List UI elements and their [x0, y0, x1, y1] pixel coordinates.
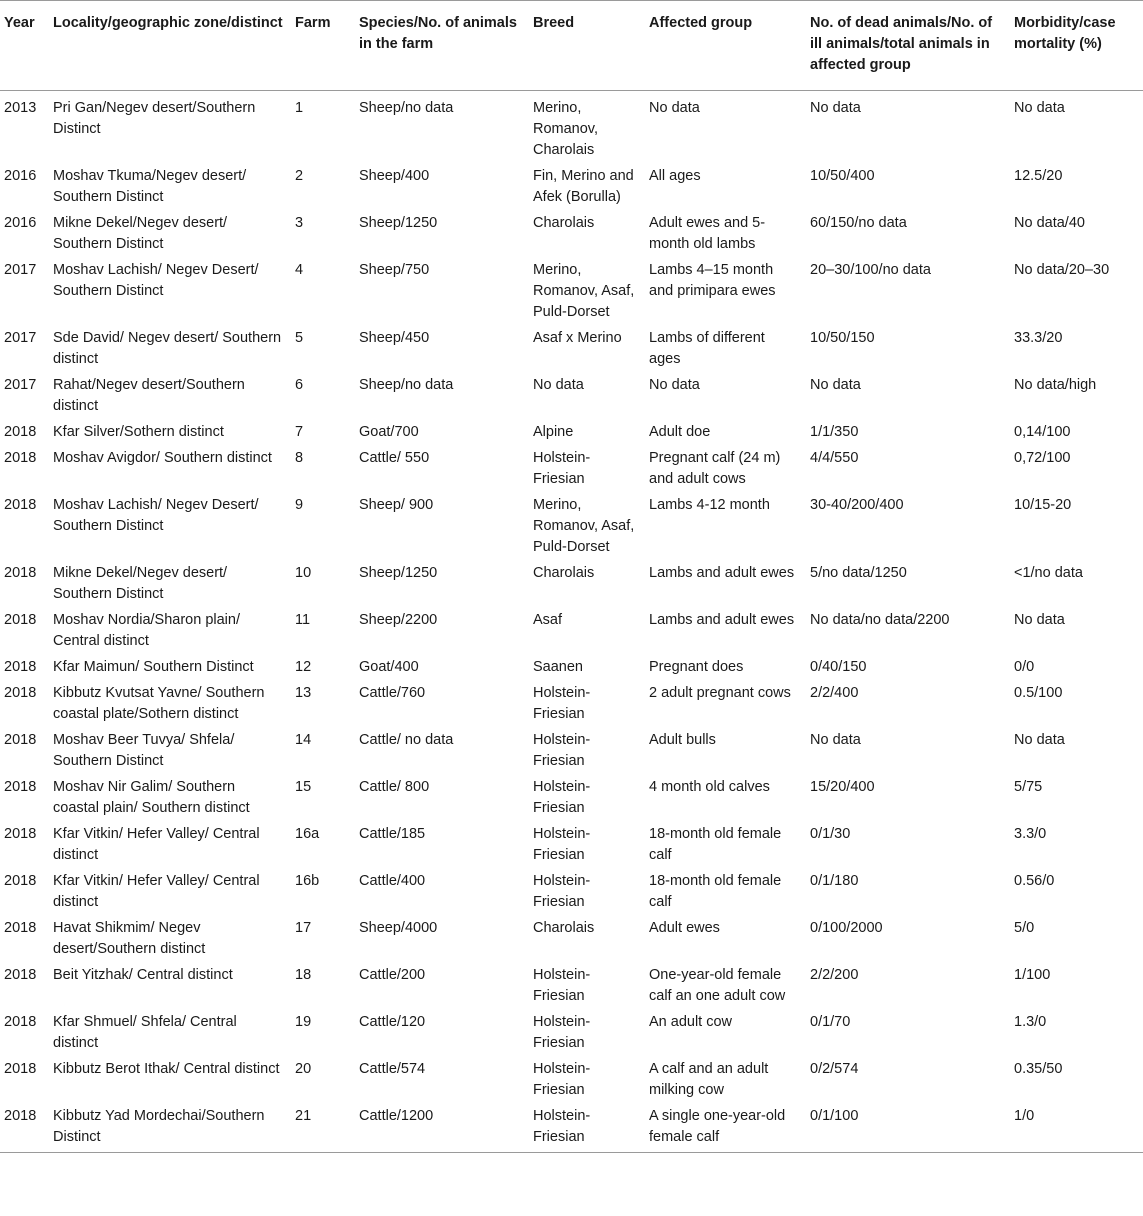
table-row — [0, 1008, 1143, 1055]
cell-morbidity: No data — [1014, 100, 1065, 116]
header-breed: Breed — [529, 1, 645, 91]
cell-year: 2017 — [4, 330, 37, 346]
table-row — [0, 726, 1143, 773]
cell-farm: 15 — [295, 779, 312, 795]
cell-dead-ill-total: No data — [810, 377, 861, 393]
cell-farm: 8 — [295, 450, 304, 466]
table-row — [0, 324, 1143, 371]
cell-farm: 1 — [295, 100, 304, 116]
cell-affected-group: Lambs 4-12 month — [649, 497, 770, 513]
cell-affected-group: One-year-old female calf an one adult cow — [649, 967, 786, 1004]
cell-breed: Holstein-Friesian — [533, 732, 591, 769]
cell-dead-ill-total: 0/1/180 — [810, 873, 859, 889]
table-row — [0, 418, 1143, 444]
cell-breed: Fin, Merino and Afek (Borulla) — [533, 168, 634, 205]
cell-year: 2018 — [4, 450, 37, 466]
cell-morbidity: 5/75 — [1014, 779, 1043, 795]
cell-farm: 13 — [295, 685, 312, 701]
cell-farm: 16a — [295, 826, 320, 842]
cell-morbidity: 10/15-20 — [1014, 497, 1072, 513]
cell-species: Sheep/450 — [359, 330, 430, 346]
cell-locality: Kibbutz Kvutsat Yavne/ Southern coastal plate/Sothern distinct — [53, 685, 265, 722]
cell-year: 2018 — [4, 424, 37, 440]
cell-locality: Moshav Nordia/Sharon plain/ Central distinct — [53, 612, 240, 649]
cell-locality: Sde David/ Negev desert/ Southern distinct — [53, 330, 282, 367]
cell-affected-group: 4 month old calves — [649, 779, 770, 795]
table-row — [0, 606, 1143, 653]
cell-species: Sheep/ 900 — [359, 497, 434, 513]
cell-locality: Moshav Beer Tuvya/ Shfela/ Southern Distinct — [53, 732, 235, 769]
table-row — [0, 371, 1143, 418]
cell-species: Sheep/400 — [359, 168, 430, 184]
cell-dead-ill-total: 0/1/70 — [810, 1014, 851, 1030]
cell-farm: 3 — [295, 215, 304, 231]
cell-morbidity: No data — [1014, 612, 1065, 628]
table-row — [0, 1055, 1143, 1102]
cell-affected-group: Lambs and adult ewes — [649, 612, 795, 628]
cell-species: Cattle/ no data — [359, 732, 454, 748]
cell-year: 2018 — [4, 612, 37, 628]
cell-locality: Rahat/Negev desert/Southern distinct — [53, 377, 245, 414]
header-farm: Farm — [291, 1, 355, 91]
header-morbidity: Morbidity/case mortality (%) — [1010, 1, 1143, 91]
cell-locality: Beit Yitzhak/ Central distinct — [53, 967, 233, 983]
cell-year: 2017 — [4, 262, 37, 278]
cell-breed: Charolais — [533, 215, 595, 231]
cell-year: 2018 — [4, 565, 37, 581]
cell-affected-group: Lambs of different ages — [649, 330, 765, 367]
cell-locality: Moshav Tkuma/Negev desert/ Southern Distinct — [53, 168, 247, 205]
cell-affected-group: Pregnant calf (24 m) and adult cows — [649, 450, 781, 487]
cell-affected-group: Adult ewes and 5-month old lambs — [649, 215, 766, 252]
cell-species: Goat/400 — [359, 659, 419, 675]
cell-year: 2018 — [4, 779, 37, 795]
header-species: Species/No. of animals in the farm — [355, 1, 529, 91]
cell-species: Sheep/no data — [359, 100, 454, 116]
cell-dead-ill-total: 20–30/100/no data — [810, 262, 931, 278]
cell-locality: Moshav Avigdor/ Southern distinct — [53, 450, 272, 466]
cell-locality: Moshav Lachish/ Negev Desert/ Southern Distinct — [53, 262, 259, 299]
cell-affected-group: Lambs and adult ewes — [649, 565, 795, 581]
cell-farm: 12 — [295, 659, 312, 675]
cell-locality: Kfar Silver/Sothern distinct — [53, 424, 224, 440]
table-row — [0, 256, 1143, 324]
header-dead-ill-total: No. of dead animals/No. of ill animals/total animals in affected group — [806, 1, 1010, 91]
cell-species: Cattle/ 800 — [359, 779, 430, 795]
cell-farm: 20 — [295, 1061, 312, 1077]
cell-dead-ill-total: 4/4/550 — [810, 450, 859, 466]
cell-dead-ill-total: 0/40/150 — [810, 659, 867, 675]
header-affected-group: Affected group — [645, 1, 806, 91]
cell-morbidity: 0,72/100 — [1014, 450, 1071, 466]
cell-locality: Kibbutz Yad Mordechai/Southern Distinct — [49, 1102, 291, 1153]
cell-breed: Saanen — [533, 659, 583, 675]
cell-species: Sheep/1250 — [359, 565, 438, 581]
cell-affected-group: Adult bulls — [649, 732, 716, 748]
table-header — [0, 1, 1143, 91]
cell-morbidity: No data/high — [1014, 377, 1097, 393]
cell-affected-group: 18-month old female calf — [649, 873, 782, 910]
cell-year: 2018 — [4, 967, 37, 983]
cell-dead-ill-total: No data/no data/2200 — [810, 612, 950, 628]
table-row — [0, 679, 1143, 726]
cell-breed: Merino, Romanov, Asaf, Puld-Dorset — [533, 262, 635, 320]
cell-species: Sheep/750 — [359, 262, 430, 278]
cell-farm: 7 — [295, 424, 304, 440]
cell-locality: Moshav Nir Galim/ Southern coastal plain/ Southern distinct — [53, 779, 250, 816]
cell-affected-group: 2 adult pregnant cows — [649, 685, 791, 701]
cell-affected-group: All ages — [649, 168, 701, 184]
cell-farm: 19 — [295, 1014, 312, 1030]
cell-dead-ill-total: 2/2/400 — [810, 685, 859, 701]
cell-morbidity: 1.3/0 — [1014, 1014, 1047, 1030]
cell-year: 2013 — [4, 100, 37, 116]
cell-breed: Merino, Romanov, Charolais — [533, 100, 599, 158]
table-row — [0, 773, 1143, 820]
header-locality: Locality/geographic zone/distinct — [49, 1, 291, 91]
cell-species: Cattle/200 — [359, 967, 426, 983]
cell-farm: 2 — [295, 168, 304, 184]
cell-breed: Holstein-Friesian — [533, 1061, 591, 1098]
cell-farm: 5 — [295, 330, 304, 346]
cell-affected-group: No data — [649, 377, 700, 393]
table-row — [0, 961, 1143, 1008]
cell-morbidity: 12.5/20 — [1014, 168, 1063, 184]
cell-locality: Pri Gan/Negev desert/Southern Distinct — [53, 100, 256, 137]
cell-dead-ill-total: 10/50/400 — [810, 168, 875, 184]
table-row — [0, 820, 1143, 867]
cell-farm: 14 — [295, 732, 312, 748]
cell-breed: Holstein-Friesian — [533, 873, 591, 910]
cell-dead-ill-total: No data — [810, 732, 861, 748]
cell-breed: Holstein-Friesian — [529, 1102, 645, 1153]
cell-year: 2017 — [4, 377, 37, 393]
cell-breed: Holstein-Friesian — [533, 779, 591, 816]
cell-species: Goat/700 — [359, 424, 419, 440]
cell-morbidity: 0.5/100 — [1014, 685, 1063, 701]
cell-locality: Kfar Vitkin/ Hefer Valley/ Central distinct — [53, 826, 260, 863]
cell-breed: Asaf — [533, 612, 563, 628]
cell-affected-group: A single one-year-old female calf — [645, 1102, 806, 1153]
cell-morbidity: 33.3/20 — [1014, 330, 1063, 346]
cell-species: Cattle/1200 — [355, 1102, 529, 1153]
cell-breed: No data — [533, 377, 584, 393]
cell-affected-group: No data — [649, 100, 700, 116]
cell-breed: Alpine — [533, 424, 574, 440]
cell-breed: Merino, Romanov, Asaf, Puld-Dorset — [533, 497, 635, 555]
cell-breed: Holstein-Friesian — [533, 1014, 591, 1051]
cell-affected-group: Lambs 4–15 month and primipara ewes — [649, 262, 776, 299]
cell-farm: 18 — [295, 967, 312, 983]
cell-breed: Charolais — [533, 565, 595, 581]
cell-species: Cattle/574 — [359, 1061, 426, 1077]
cell-morbidity: No data — [1014, 732, 1065, 748]
cell-locality: Kfar Shmuel/ Shfela/ Central distinct — [53, 1014, 237, 1051]
cell-year: 2018 — [4, 826, 37, 842]
table-row — [0, 1102, 1143, 1153]
cell-dead-ill-total: 10/50/150 — [810, 330, 875, 346]
cell-year: 2018 — [4, 1014, 37, 1030]
cell-farm: 16b — [295, 873, 320, 889]
cell-farm: 21 — [291, 1102, 355, 1153]
cell-dead-ill-total: 60/150/no data — [810, 215, 907, 231]
cell-species: Cattle/ 550 — [359, 450, 430, 466]
table-row — [0, 209, 1143, 256]
cell-morbidity: 5/0 — [1014, 920, 1035, 936]
cell-morbidity: 0,14/100 — [1014, 424, 1071, 440]
cell-morbidity: 1/0 — [1010, 1102, 1143, 1153]
cell-dead-ill-total: No data — [810, 100, 861, 116]
table-row — [0, 91, 1143, 163]
header-year: Year — [0, 1, 49, 91]
cell-dead-ill-total: 2/2/200 — [810, 967, 859, 983]
cell-year: 2018 — [4, 920, 37, 936]
cell-species: Sheep/1250 — [359, 215, 438, 231]
cell-dead-ill-total: 0/2/574 — [810, 1061, 859, 1077]
cell-morbidity: No data/20–30 — [1014, 262, 1110, 278]
cell-affected-group: Adult ewes — [649, 920, 720, 936]
cell-year: 2016 — [4, 168, 37, 184]
cell-year: 2018 — [0, 1102, 49, 1153]
cell-morbidity: No data/40 — [1014, 215, 1085, 231]
cell-breed: Holstein-Friesian — [533, 967, 591, 1004]
table-row — [0, 491, 1143, 559]
cell-species: Sheep/no data — [359, 377, 454, 393]
cell-year: 2018 — [4, 685, 37, 701]
cell-locality: Mikne Dekel/Negev desert/ Southern Distinct — [53, 215, 228, 252]
cell-morbidity: 1/100 — [1014, 967, 1051, 983]
cell-year: 2018 — [4, 873, 37, 889]
cell-morbidity: 0.56/0 — [1014, 873, 1055, 889]
cell-year: 2018 — [4, 659, 37, 675]
cell-breed: Asaf x Merino — [533, 330, 622, 346]
table-row — [0, 653, 1143, 679]
cell-locality: Moshav Lachish/ Negev Desert/ Southern Distinct — [53, 497, 259, 534]
cell-locality: Kfar Vitkin/ Hefer Valley/ Central distinct — [53, 873, 260, 910]
table-body — [0, 91, 1143, 1153]
cell-breed: Holstein-Friesian — [533, 685, 591, 722]
cell-affected-group: An adult cow — [649, 1014, 733, 1030]
cell-year: 2018 — [4, 732, 37, 748]
table-row — [0, 444, 1143, 491]
cell-species: Cattle/120 — [359, 1014, 426, 1030]
cell-species: Sheep/2200 — [359, 612, 438, 628]
table-row — [0, 162, 1143, 209]
cell-farm: 6 — [295, 377, 304, 393]
cell-year: 2018 — [4, 1061, 37, 1077]
cell-morbidity: 3.3/0 — [1014, 826, 1047, 842]
cell-breed: Charolais — [533, 920, 595, 936]
cell-dead-ill-total: 0/1/30 — [810, 826, 851, 842]
cell-year: 2016 — [4, 215, 37, 231]
cell-affected-group: A calf and an adult milking cow — [649, 1061, 769, 1098]
header-row — [0, 1, 1143, 91]
cell-morbidity: 0/0 — [1014, 659, 1035, 675]
cell-locality: Kfar Maimun/ Southern Distinct — [53, 659, 254, 675]
cell-farm: 10 — [295, 565, 312, 581]
cell-breed: Holstein-Friesian — [533, 450, 591, 487]
cell-species: Cattle/185 — [359, 826, 426, 842]
cell-affected-group: 18-month old female calf — [649, 826, 782, 863]
cell-species: Sheep/4000 — [359, 920, 438, 936]
cell-species: Cattle/760 — [359, 685, 426, 701]
cell-morbidity: <1/no data — [1014, 565, 1083, 581]
cell-dead-ill-total: 1/1/350 — [810, 424, 859, 440]
cell-affected-group: Adult doe — [649, 424, 711, 440]
table-row — [0, 914, 1143, 961]
cell-farm: 17 — [295, 920, 312, 936]
cell-dead-ill-total: 30-40/200/400 — [810, 497, 904, 513]
cell-farm: 11 — [295, 612, 311, 628]
table-row — [0, 559, 1143, 606]
cell-breed: Holstein-Friesian — [533, 826, 591, 863]
cell-farm: 9 — [295, 497, 304, 513]
cell-year: 2018 — [4, 497, 37, 513]
cell-affected-group: Pregnant does — [649, 659, 744, 675]
cell-dead-ill-total: 5/no data/1250 — [810, 565, 907, 581]
cell-farm: 4 — [295, 262, 304, 278]
cell-morbidity: 0.35/50 — [1014, 1061, 1063, 1077]
cell-locality: Mikne Dekel/Negev desert/ Southern Distinct — [53, 565, 228, 602]
cell-dead-ill-total: 0/100/2000 — [810, 920, 883, 936]
cell-locality: Havat Shikmim/ Negev desert/Southern distinct — [53, 920, 206, 957]
cell-species: Cattle/400 — [359, 873, 426, 889]
table-row — [0, 867, 1143, 914]
cell-dead-ill-total: 15/20/400 — [810, 779, 875, 795]
cell-dead-ill-total: 0/1/100 — [806, 1102, 1010, 1153]
cell-locality: Kibbutz Berot Ithak/ Central distinct — [53, 1061, 280, 1077]
